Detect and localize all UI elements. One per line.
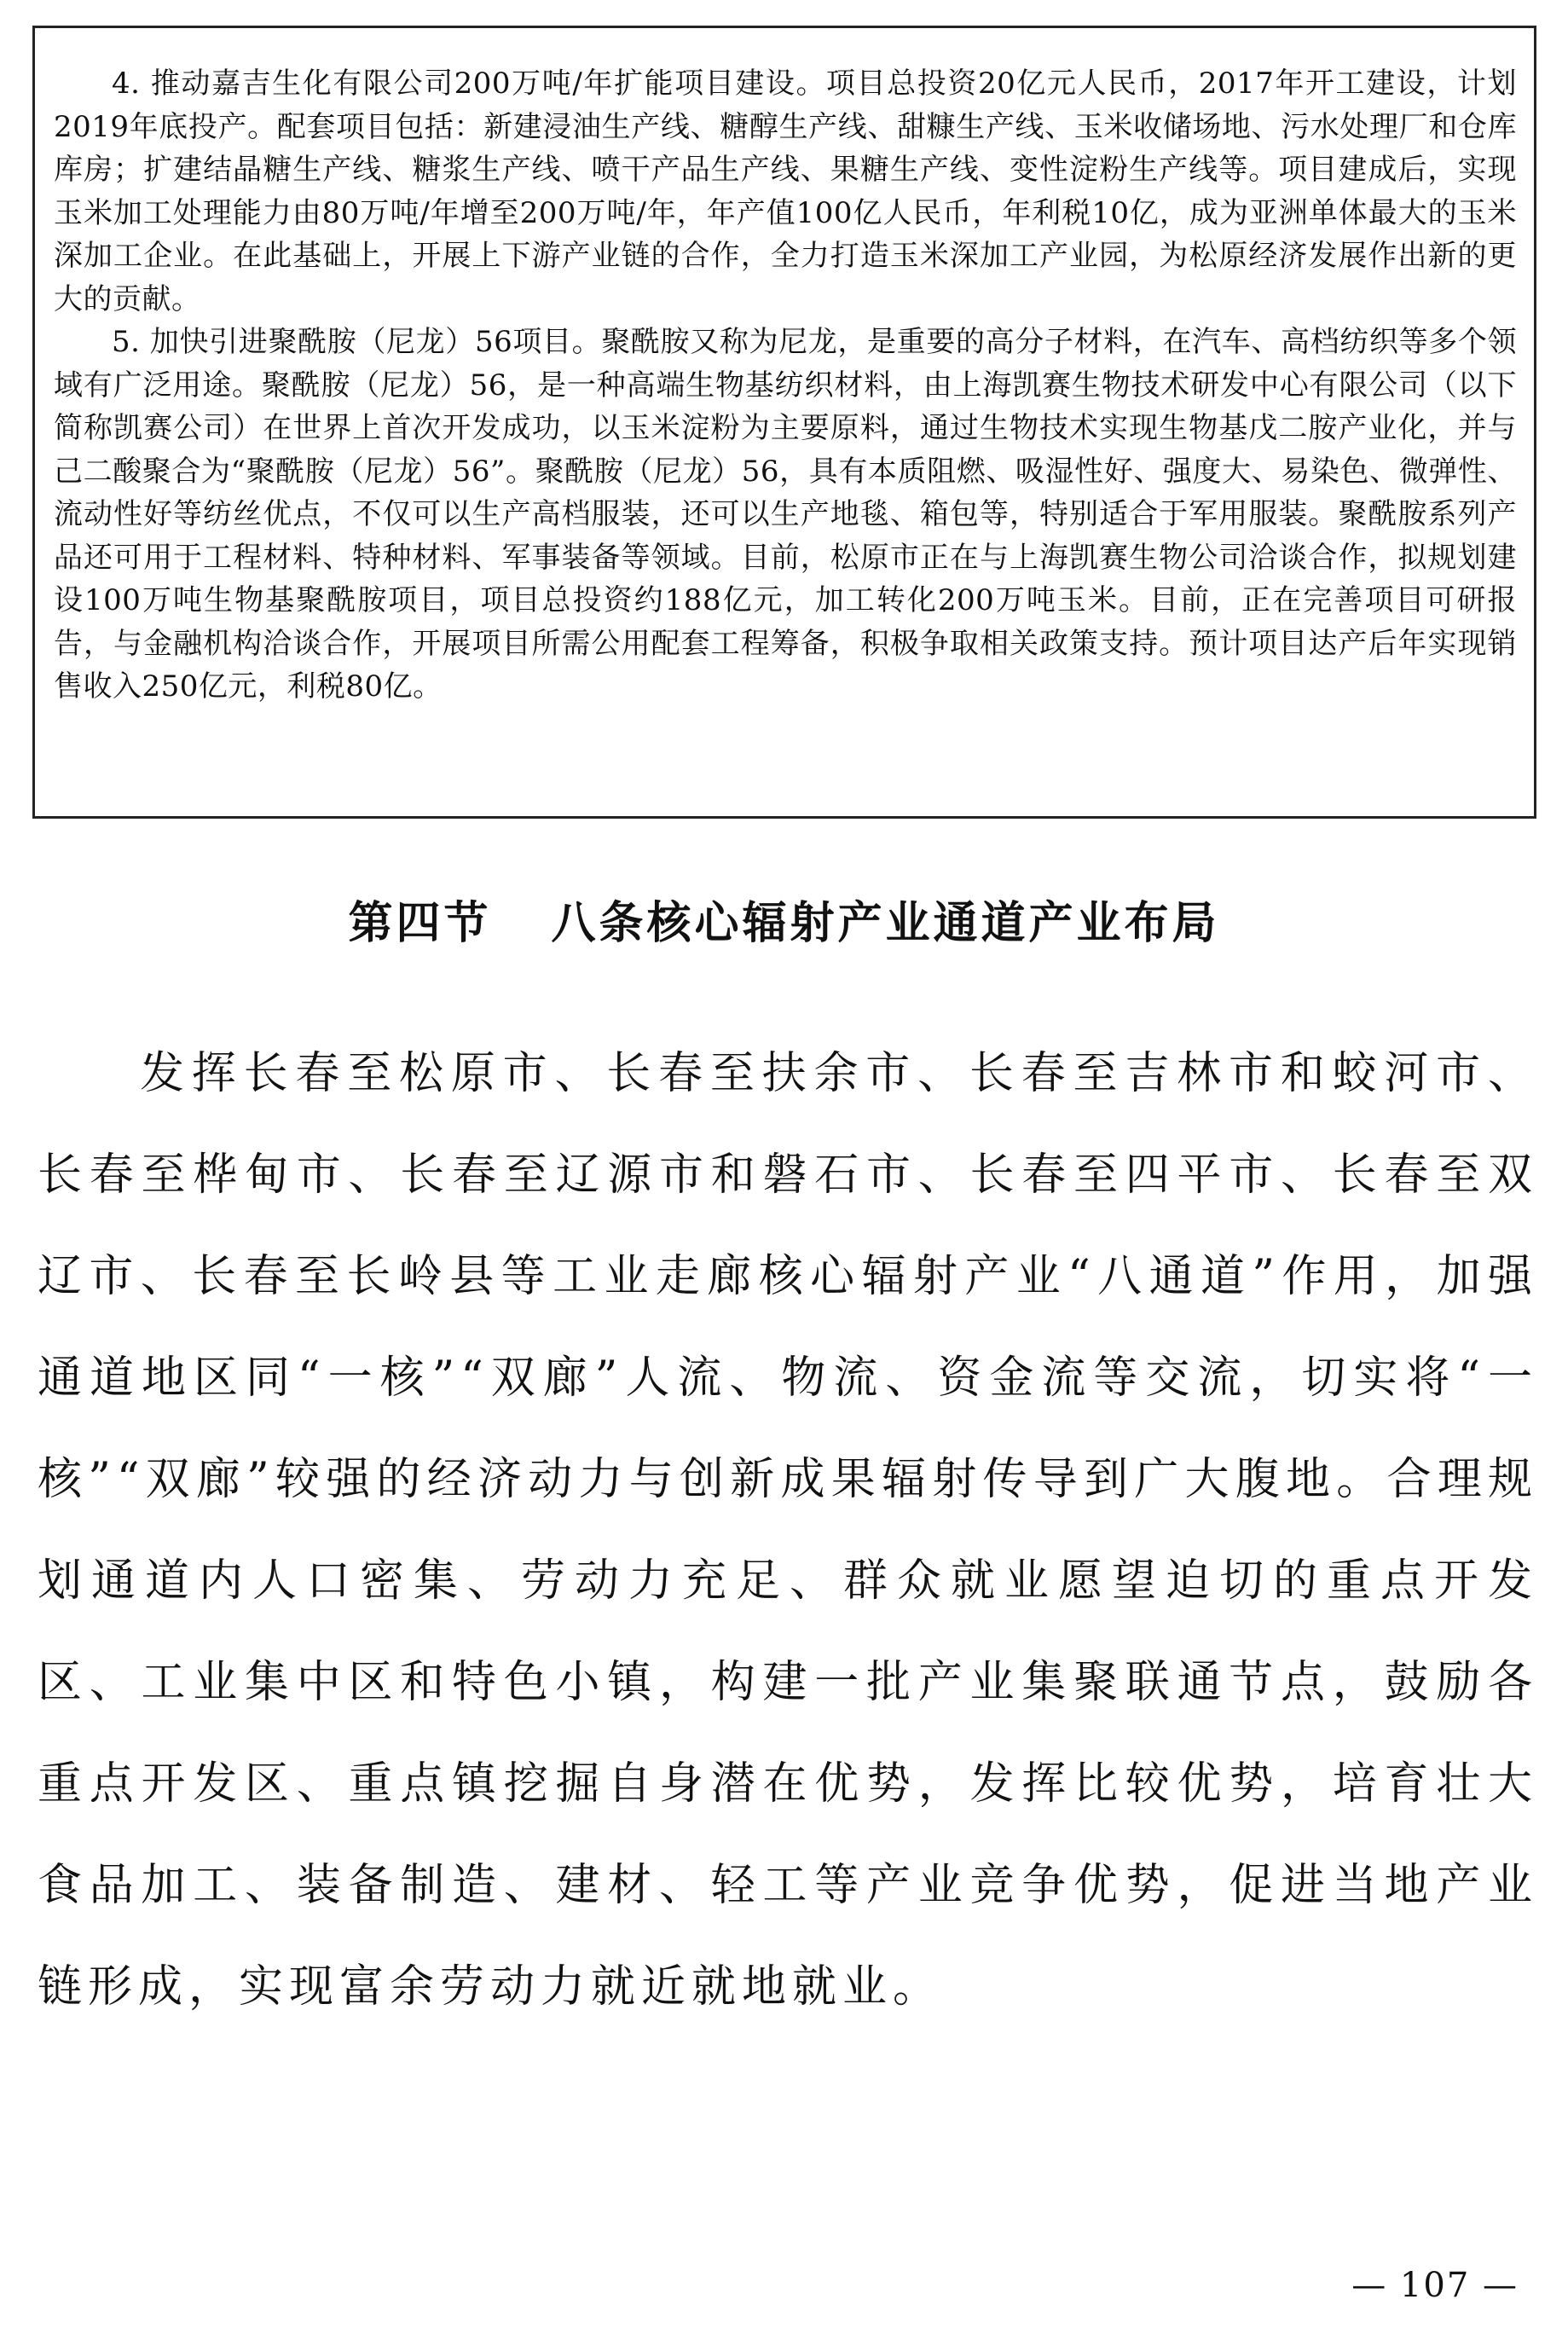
box-paragraph-4: 4. 推动嘉吉生化有限公司200万吨/年扩能项目建设。项目总投资20亿元人民币，2017年开工建设，计划2019年底投产。配套项目包括：新建浸油生产线、糖醇生产线、甜糠生产线、玉米收储场地、污水处理厂和仓库库房；扩建结晶糖生产线、糖浆生产线、喷干产品生产线、果糖生产线、变性淀粉生产线等。项目建成后，实现玉米加工处理能力由80万吨/年增至200万吨/年，年产值100亿人民币，年利税10亿，成为亚洲单体最大的玉米深加工企业。在此基础上，开展上下游产业链的合作，全力打造玉米深加工产业园，为松原经济发展作出新的更大的贡献。 bbox=[54, 67, 1517, 316]
section-number: 第四节 bbox=[348, 897, 492, 949]
project-box bbox=[32, 26, 1536, 819]
section-title: 八条核心辐射产业通道产业布局 bbox=[551, 897, 1220, 949]
section-heading bbox=[0, 894, 1568, 953]
page-number: — 107 — bbox=[1351, 2266, 1519, 2305]
body-paragraph: 发挥长春至松原市、长春至扶余市、长春至吉林市和蛟河市、长春至桦甸市、长春至辽源市和磐石市、长春至四平市、长春至双辽市、长春至长岭县等工业走廊核心辐射产业“八通道”作用，加强通道地区同“一核”“双廊”人流、物流、资金流等交流，切实将“一核”“双廊”较强的经济动力与创新成果辐射传导到广大腹地。合理规划通道内人口密集、劳动力充足、群众就业愿望迫切的重点开发区、工业集中区和特色小镇，构建一批产业集聚联通节点，鼓励各重点开发区、重点镇挖掘自身潜在优势，发挥比较优势，培育壮大食品加工、装备制造、建材、轻工等产业竞争优势，促进当地产业链形成，实现富余劳动力就近就地就业。 bbox=[38, 1048, 1538, 2013]
box-paragraph-5: 5. 加快引进聚酰胺（尼龙）56项目。聚酰胺又称为尼龙，是重要的高分子材料，在汽车、高档纺织等多个领域有广泛用途。聚酰胺（尼龙）56，是一种高端生物基纺织材料，由上海凯赛生物技术研发中心有限公司（以下简称凯赛公司）在世界上首次开发成功，以玉米淀粉为主要原料，通过生物技术实现生物基戊二胺产业化，并与己二酸聚合为“聚酰胺（尼龙）56”。聚酰胺（尼龙）56，具有本质阻燃、吸湿性好、强度大、易染色、微弹性、流动性好等纺丝优点，不仅可以生产高档服装，还可以生产地毯、箱包等，特别适合于军用服装。聚酰胺系列产品还可用于工程材料、特种材料、军事装备等领域。目前，松原市正在与上海凯赛生物公司洽谈合作，拟规划建设100万吨生物基聚酰胺项目，项目总投资约188亿元，加工转化200万吨玉米。目前，正在完善项目可研报告，与金融机构洽谈合作，开展项目所需公用配套工程筹备，积极争取相关政策支持。预计项目达产后年实现销售收入250亿元，利税80亿。 bbox=[54, 325, 1517, 704]
